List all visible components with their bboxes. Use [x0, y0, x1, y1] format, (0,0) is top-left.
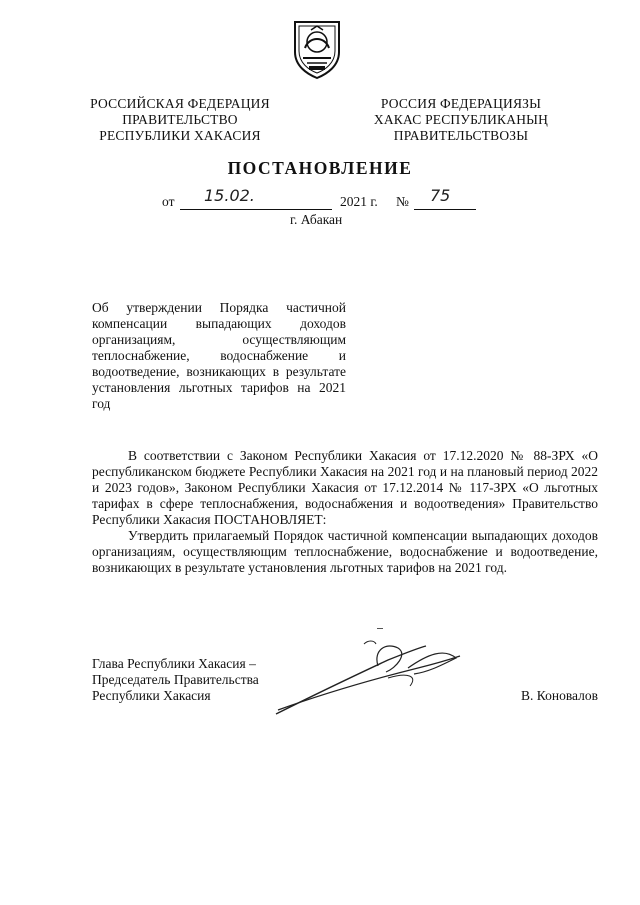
header-right [358, 96, 564, 144]
header-left-line-3: РЕСПУБЛИКИ ХАКАСИЯ [99, 128, 261, 143]
handwritten-signature [268, 638, 468, 718]
signer-name: В. Коновалов [521, 688, 598, 703]
coat-of-arms-emblem [289, 18, 345, 80]
date-prefix: от [162, 194, 175, 209]
signature-position-line-2: Председатель Правительства [92, 672, 259, 687]
date-underline [180, 209, 332, 210]
header-left [80, 96, 280, 144]
header-left-line-2: ПРАВИТЕЛЬСТВО [122, 112, 238, 127]
date-year: 2021 г. [340, 194, 378, 209]
number-handwritten: 75 [430, 186, 451, 205]
number-sign: № [396, 194, 409, 209]
header-right-line-1: РОССИЯ ФЕДЕРАЦИЯЗЫ [380, 96, 542, 111]
signature-position-line-1: Глава Республики Хакасия – [92, 656, 256, 671]
signature-position-line-3: Республики Хакасия [92, 688, 211, 703]
signature-position [92, 656, 292, 704]
document-title: ПОСТАНОВЛЕНИЕ [227, 158, 413, 178]
header-right-line-3: ПРАВИТЕЛЬСТВОЗЫ [393, 128, 529, 143]
body-paragraph-2: Утвердить прилагаемый Порядок частичной компенсации выпадающих доходов организациям, осуществляющим теплоснабжение, водоснабжение и водоотведение, возникающих в результате установления льготных тарифов на 2021 год. [92, 528, 598, 575]
number-underline [414, 209, 476, 210]
header-right-line-2: ХАКАС РЕСПУБЛИКАНЫҢ [373, 112, 549, 127]
header-left-line-1: РОССИЙСКАЯ ФЕДЕРАЦИЯ [90, 96, 270, 111]
date-handwritten: 15.02. [204, 186, 255, 205]
city: г. Абакан [290, 212, 343, 227]
page-mark [377, 628, 383, 629]
document-subject: Об утверждении Порядка частичной компенсации выпадающих доходов организациям, осуществляющим теплоснабжение, водоснабжение и водоотведение, возникающих в результате установления льготных тарифов на 2021 год [92, 300, 346, 411]
body-paragraph-1: В соответствии с Законом Республики Хакасия от 17.12.2020 № 88-ЗРХ «О республиканском бюджете Республики Хакасия на 2021 год и на плановый период 2022 и 2023 годов», Законом Республики Хакасия от 17.12.2014 № 117-ЗРХ «О льготных тарифах в сфере теплоснабжения, водоснабжения и водоотведения» Правительство Республики Хакасия ПОСТАНОВЛЯЕТ: [92, 448, 598, 527]
